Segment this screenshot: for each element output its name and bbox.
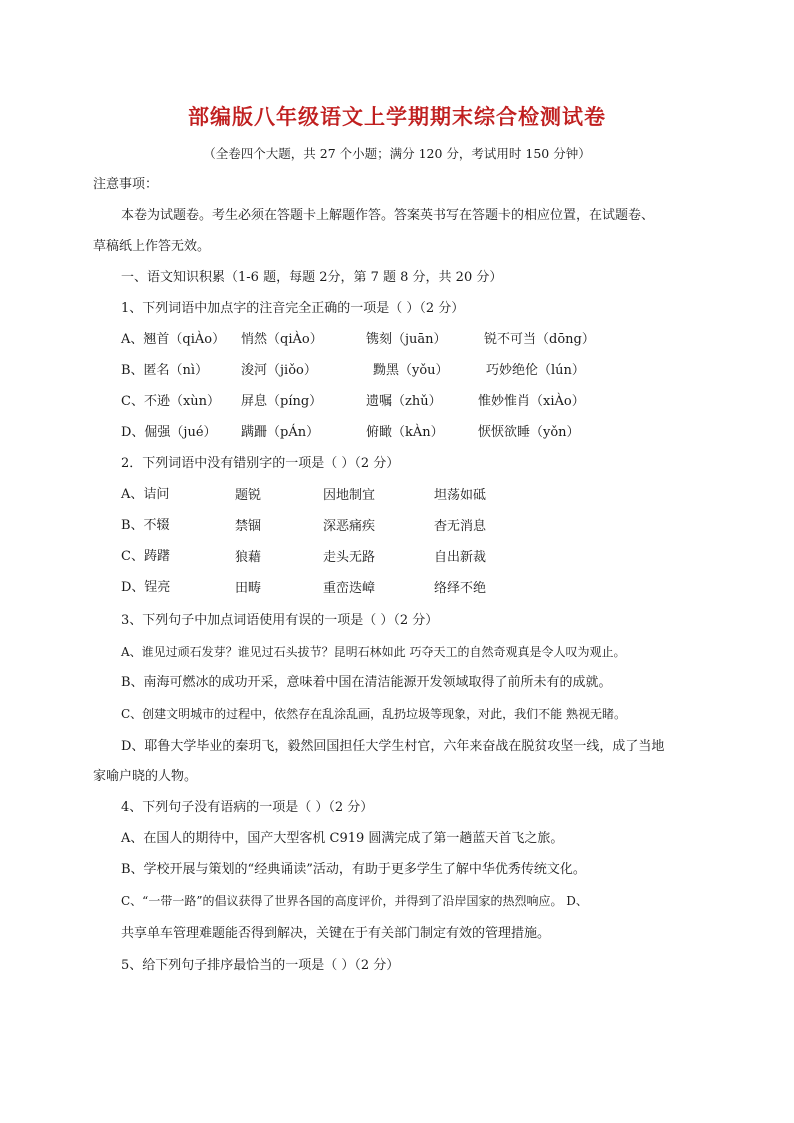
option-word: 悄然（qiÀo） bbox=[241, 332, 323, 347]
question-3-stem: 3、下列句子中加点词语使用有误的一项是（ ）（2 分） bbox=[121, 613, 439, 628]
option-word: 黝黑（yǒu） bbox=[373, 363, 449, 378]
option-word: 杳无消息 bbox=[434, 519, 487, 534]
question-4-option-a: A、在国人的期待中，国产大型客机 C919 圆满完成了第一趟蓝天首飞之旅。 bbox=[121, 831, 564, 846]
option-word: A、诘问 bbox=[121, 487, 170, 502]
option-word: 惟妙惟肖（xiÀo） bbox=[478, 394, 585, 409]
option-word: 狼藉 bbox=[235, 550, 262, 565]
question-4-option-b: B、学校开展与策划的“经典诵读”活动，有助于更多学生了解中华优秀传统文化。 bbox=[121, 862, 586, 877]
option-word: 俯瞰（kÀn） bbox=[366, 425, 444, 440]
section-heading: 一、语文知识积累（1-6 题，每题 2分，第 7 题 8 分，共 20 分） bbox=[121, 270, 503, 285]
option-word: D、锃亮 bbox=[121, 580, 171, 595]
option-word: 田畴 bbox=[235, 581, 262, 596]
option-word: 镌刻（juān） bbox=[366, 332, 447, 347]
option-word: 浚河（jiǒo） bbox=[241, 363, 317, 378]
question-3-option-a: A、谁见过顽石发芽？谁见过石头拔节？昆明石林如此 巧夺天工的自然奇观真是令人叹为观止。 bbox=[121, 645, 626, 659]
page-title: 部编版八年级语文上学期期末综合检测试卷 bbox=[188, 105, 606, 129]
question-4-option-c: C、“一带一路”的倡议获得了世界各国的高度评价，并得到了沿岸国家的热烈响应。 D、 bbox=[121, 894, 588, 908]
question-3-option-d: D、耶鲁大学毕业的秦玥飞，毅然回国担任大学生村官，六年来奋战在脱贫攻坚一线，成了当地 bbox=[121, 739, 665, 754]
option-word: B、不辍 bbox=[121, 518, 170, 533]
option-word: A、翘首（qiÀo） bbox=[121, 332, 226, 347]
option-word: 锐不可当（dōng） bbox=[484, 332, 595, 347]
question-4-stem: 4、下列句子没有语病的一项是（ ）（2 分） bbox=[121, 800, 374, 815]
option-word: B、匿名（nì） bbox=[121, 363, 209, 378]
option-word: 因地制宜 bbox=[323, 488, 376, 503]
option-word: 题锐 bbox=[235, 488, 262, 503]
notice-body-line: 草稿纸上作答无效。 bbox=[93, 239, 211, 254]
question-3-option-d-continued: 家喻户晓的人物。 bbox=[93, 769, 198, 784]
question-2-stem: 2．下列词语中没有错别字的一项是（ ）（2 分） bbox=[121, 456, 400, 471]
question-5-stem: 5、给下列句子排序最恰当的一项是（ ）（2 分） bbox=[121, 958, 400, 973]
option-word: 自出新裁 bbox=[434, 550, 487, 565]
option-word: 深恶痛疾 bbox=[323, 519, 376, 534]
notice-heading: 注意事项： bbox=[93, 177, 159, 192]
option-word: 恹恹欲睡（yǒn） bbox=[478, 425, 580, 440]
option-word: C、不逊（xùn） bbox=[121, 394, 221, 409]
option-word: 络绎不绝 bbox=[434, 581, 487, 596]
page-subtitle: （全卷四个大题，共 27 个小题；满分 120 分，考试用时 150 分钟） bbox=[203, 146, 591, 161]
option-word: 屏息（píng） bbox=[241, 394, 323, 409]
option-word: 遗嘱（zhǔ） bbox=[366, 394, 442, 409]
option-word: C、踌躇 bbox=[121, 549, 170, 564]
option-word: 坦荡如砥 bbox=[434, 488, 487, 503]
question-3-option-b: B、南海可燃冰的成功开采，意味着中国在清洁能源开发领域取得了前所未有的成就。 bbox=[121, 675, 612, 690]
option-word: 巧妙绝伦（lún） bbox=[486, 363, 585, 378]
option-word: 禁锢 bbox=[235, 519, 262, 534]
option-word: 走头无路 bbox=[323, 550, 376, 565]
notice-body-line: 本卷为试题卷。考生必须在答题卡上解题作答。答案英书写在答题卡的相应位置，在试题卷、 bbox=[121, 208, 655, 223]
question-1-stem: 1、下列词语中加点字的注音完全正确的一项是（ ）（2 分） bbox=[121, 301, 465, 316]
option-word: 重峦迭嶂 bbox=[323, 581, 376, 596]
question-3-option-c: C、创建文明城市的过程中，依然存在乱涂乱画，乱扔垃圾等现象，对此，我们不能 熟视无睹。 bbox=[121, 707, 626, 721]
option-word: 蹒跚（pÁn） bbox=[241, 425, 320, 440]
option-word: D、倔强（jué） bbox=[121, 425, 217, 440]
question-4-option-d: 共享单车管理难题能否得到解决，关键在于有关部门制定有效的管理措施。 bbox=[121, 926, 551, 941]
